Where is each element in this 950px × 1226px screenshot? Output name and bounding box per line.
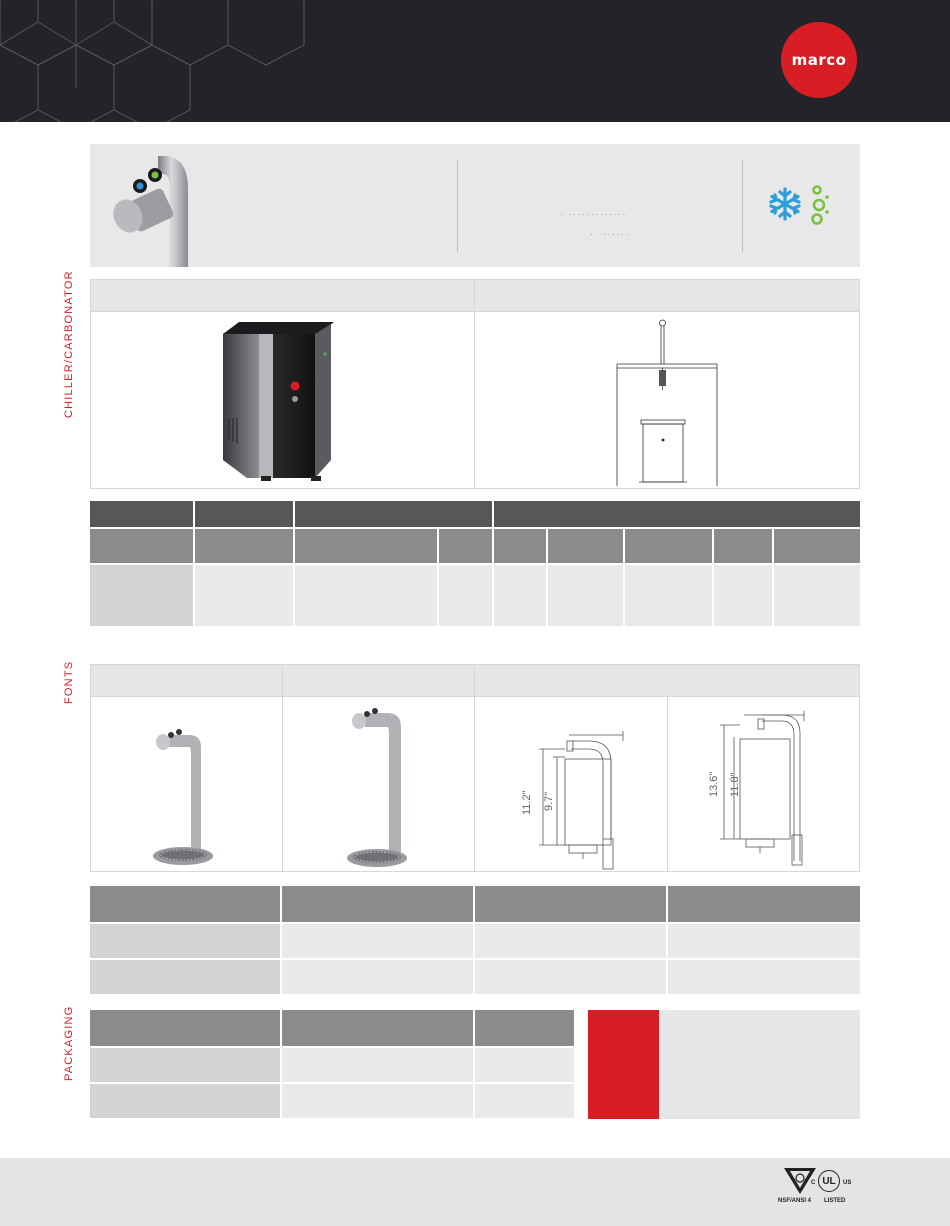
hero-dots-line: · ······· xyxy=(590,229,630,239)
ul-listed-label: LISTED xyxy=(824,1198,846,1204)
spec-table-header xyxy=(90,501,193,527)
section-label-chiller: CHILLER/CARBONATOR xyxy=(63,270,75,418)
fonts-table-row-label xyxy=(90,960,280,994)
spec-table-subheader xyxy=(494,529,546,563)
fonts-table-header xyxy=(90,886,280,922)
installation-diagram xyxy=(611,316,723,490)
spec-table-header xyxy=(195,501,293,527)
page-header xyxy=(0,0,950,122)
packaging-table-cell xyxy=(282,1084,473,1118)
packaging-table-cell xyxy=(282,1048,473,1082)
spec-table-subheader xyxy=(774,529,860,563)
fonts-table-header xyxy=(475,886,666,922)
font-dimension-drawing-panel xyxy=(667,696,860,872)
spec-table-cell xyxy=(714,565,772,626)
font-tap-short-image xyxy=(149,705,219,869)
panel-header xyxy=(474,279,860,312)
spec-table-cell xyxy=(195,565,293,626)
packaging-table-header xyxy=(90,1010,280,1046)
spec-table-subheader xyxy=(548,529,623,563)
packaging-table-row-label xyxy=(90,1084,280,1118)
cube-pattern-graphic xyxy=(0,0,420,122)
hero-dots-line: · ············· xyxy=(560,209,627,219)
section-label-fonts: FONTS xyxy=(63,660,75,704)
packaging-table-cell xyxy=(475,1084,574,1118)
fonts-table-cell xyxy=(668,960,860,994)
section-label-packaging: PACKAGING xyxy=(63,1005,75,1081)
spec-table-header xyxy=(494,501,860,527)
panel-header xyxy=(90,664,283,697)
font-tap-tall-image xyxy=(343,703,413,869)
panel-header xyxy=(90,279,475,312)
spec-table-cell xyxy=(295,565,437,626)
spec-table-header xyxy=(295,501,492,527)
chiller-image-panel xyxy=(90,311,475,489)
product-hero-banner xyxy=(90,144,860,267)
spec-table-subheader xyxy=(295,529,437,563)
spec-table-cell xyxy=(774,565,860,626)
hero-divider xyxy=(742,160,743,252)
font-image-panel xyxy=(90,696,283,872)
dimension-label: 11.8" xyxy=(729,772,741,797)
fonts-table-cell xyxy=(282,924,473,958)
nsf-label: NSF/ANSI 4 xyxy=(778,1198,812,1204)
chiller-unit-image xyxy=(219,320,339,482)
hero-divider xyxy=(457,160,458,252)
installation-diagram-panel xyxy=(474,311,860,489)
packaging-table-header xyxy=(475,1010,574,1046)
dimension-label: 11.2" xyxy=(521,790,533,815)
spec-table-cell xyxy=(439,565,492,626)
fonts-table-header xyxy=(668,886,860,922)
font-image-panel xyxy=(282,696,475,872)
spec-table-subheader xyxy=(439,529,492,563)
sparkling-bubbles-icon xyxy=(808,184,830,226)
spec-table-subheader xyxy=(195,529,293,563)
spec-table-row-label xyxy=(90,565,193,626)
spec-table-cell xyxy=(548,565,623,626)
packaging-table-cell xyxy=(475,1048,574,1082)
page-footer xyxy=(0,1158,950,1226)
spec-table-cell xyxy=(625,565,712,626)
fonts-table-cell xyxy=(668,924,860,958)
panel-header xyxy=(474,664,860,697)
fonts-table-row-label xyxy=(90,924,280,958)
callout-accent-block xyxy=(588,1010,659,1119)
fonts-table-cell xyxy=(475,924,666,958)
spec-table-subheader xyxy=(90,529,193,563)
spec-table-cell xyxy=(494,565,546,626)
dimension-label: 13.6" xyxy=(708,771,720,797)
packaging-table-row-label xyxy=(90,1048,280,1082)
fonts-table-header xyxy=(282,886,473,922)
panel-header xyxy=(282,664,475,697)
ul-certification-icon: UL xyxy=(818,1170,840,1192)
packaging-table-header xyxy=(282,1010,473,1046)
spec-table-subheader xyxy=(714,529,772,563)
font-tap-image xyxy=(100,144,220,267)
fonts-table-cell xyxy=(475,960,666,994)
dimension-label: 9.7" xyxy=(543,791,555,811)
marco-logo: marco xyxy=(781,22,857,98)
font-dimension-drawing-panel xyxy=(474,696,668,872)
spec-table-subheader xyxy=(625,529,712,563)
fonts-table-cell xyxy=(282,960,473,994)
callout-box xyxy=(659,1010,860,1119)
ul-us-mark: US xyxy=(843,1180,852,1186)
snowflake-icon xyxy=(768,187,802,221)
ul-c-mark: C xyxy=(811,1180,816,1186)
